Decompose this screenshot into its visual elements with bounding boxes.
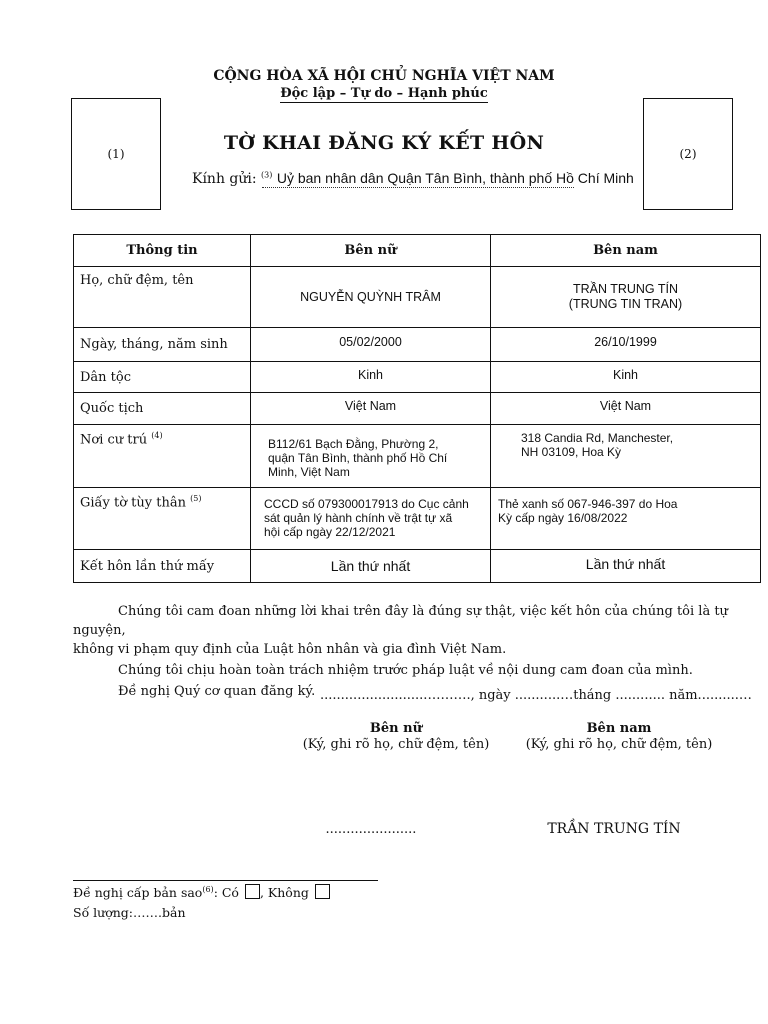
row-label-name: Họ, chữ đệm, tên xyxy=(74,267,251,328)
photo-box-left xyxy=(71,98,161,210)
recipient-line xyxy=(192,170,634,187)
table-header-row xyxy=(74,235,761,267)
female-nationality: Việt Nam xyxy=(251,393,491,425)
form-title: TỜ KHAI ĐĂNG KÝ KẾT HÔN xyxy=(223,132,545,154)
signature-female xyxy=(296,721,496,752)
photo-box-right xyxy=(643,98,733,210)
copy-yes-label: : Có xyxy=(213,885,239,900)
female-residence xyxy=(251,425,491,488)
copy-request-label: Đề nghị cấp bản sao xyxy=(73,885,203,900)
male-residence-line1: 318 Candia Rd, Manchester, xyxy=(521,431,674,445)
female-id-line3: hội cấp ngày 22/12/2021 xyxy=(264,525,396,539)
row-label-residence: Nơi cư trú $^{(4)}$ xyxy=(74,425,251,488)
recipient-dotted-line xyxy=(262,187,574,188)
declaration-p2: Chúng tôi chịu hoàn toàn trách nhiệm trước pháp luật về nội dung cam đoan của mình. xyxy=(118,663,693,678)
recipient-note: (3) xyxy=(261,170,273,180)
female-marriage-count: Lần thứ nhất xyxy=(251,550,491,583)
table-row xyxy=(74,550,761,583)
female-id-doc xyxy=(251,488,491,550)
female-residence-line1: B112/61 Bạch Đằng, Phường 2, xyxy=(268,437,439,451)
recipient-label: Kính gửi: xyxy=(192,171,257,187)
signature-female-title: Bên nữ xyxy=(369,721,423,736)
table-row xyxy=(74,362,761,393)
male-nationality: Việt Nam xyxy=(491,393,761,425)
female-residence-line2: quận Tân Bình, thành phố Hồ Chí xyxy=(268,451,448,465)
copy-request-line xyxy=(73,884,330,900)
photo-box-left-label: (1) xyxy=(107,147,125,161)
header-info: Thông tin xyxy=(74,235,251,267)
residence-note: (4) xyxy=(151,431,163,440)
female-dob: 05/02/2000 xyxy=(251,328,491,362)
copy-no-checkbox[interactable] xyxy=(315,884,330,899)
signature-male xyxy=(519,721,719,752)
declaration-p3: Đề nghị Quý cơ quan đăng ký. xyxy=(118,684,316,699)
declaration-p1: Chúng tôi cam đoan những lời khai trên đây là đúng sự thật, việc kết hôn của chúng tôi là tự nguyện, xyxy=(73,604,728,638)
male-id-line1: Thẻ xanh số 067-946-397 do Hoa xyxy=(498,497,678,511)
row-label-nationality: Quốc tịch xyxy=(74,393,251,425)
copy-request-note: (6) xyxy=(202,884,214,894)
male-residence-line2: NH 03109, Hoa Kỳ xyxy=(521,445,622,459)
table-row xyxy=(74,425,761,488)
female-name-value: NGUYỄN QUỲNH TRÂM xyxy=(300,290,441,304)
signature-male-name: TRẦN TRUNG TÍN xyxy=(547,821,681,837)
national-motto: Độc lập – Tự do – Hạnh phúc xyxy=(280,86,488,101)
header-male: Bên nam xyxy=(491,235,761,267)
female-id-line2: sát quản lý hành chính về trật tự xã xyxy=(264,511,453,525)
female-name xyxy=(251,267,491,328)
info-table xyxy=(73,234,761,583)
signature-male-hint: (Ký, ghi rõ họ, chữ đệm, tên) xyxy=(525,737,713,752)
signature-female-hint: (Ký, ghi rõ họ, chữ đệm, tên) xyxy=(302,737,490,752)
national-title: CỘNG HÒA XÃ HỘI CHỦ NGHĨA VIỆT NAM xyxy=(213,68,555,84)
female-residence-line3: Minh, Việt Nam xyxy=(268,465,350,479)
table-row xyxy=(74,328,761,362)
copy-no-label: , Không xyxy=(259,885,309,900)
male-marriage-count: Lần thứ nhất xyxy=(491,550,761,583)
signature-male-title: Bên nam xyxy=(586,721,652,736)
table-row xyxy=(74,393,761,425)
header-female: Bên nữ xyxy=(251,235,491,267)
female-ethnicity: Kinh xyxy=(251,362,491,393)
male-name-line2: (TRUNG TIN TRAN) xyxy=(568,297,683,311)
recipient-value: Uỷ ban nhân dân Quận Tân Bình, thành phố Hồ Chí Minh xyxy=(276,170,634,186)
male-name xyxy=(491,267,761,328)
row-label-marriage-count: Kết hôn lần thứ mấy xyxy=(74,550,251,583)
row-label-id-doc: Giấy tờ tùy thân $^{(5)}$ xyxy=(74,488,251,550)
female-id-line1: CCCD số 079300017913 do Cục cảnh xyxy=(264,497,469,511)
male-residence xyxy=(491,425,761,488)
footer-divider xyxy=(73,880,378,881)
photo-box-right-label: (2) xyxy=(679,147,697,161)
copy-quantity: Số lượng:…….bản xyxy=(73,905,186,920)
male-ethnicity: Kinh xyxy=(491,362,761,393)
row-label-dob: Ngày, tháng, năm sinh xyxy=(74,328,251,362)
signature-female-name: ...................... xyxy=(325,822,417,837)
row-label-ethnicity: Dân tộc xyxy=(74,362,251,393)
table-row xyxy=(74,267,761,328)
male-id-line2: Kỳ cấp ngày 16/08/2022 xyxy=(498,511,628,525)
table-row xyxy=(74,488,761,550)
declaration-p1-cont: không vi phạm quy định của Luật hôn nhân và gia đình Việt Nam. xyxy=(73,642,507,657)
male-name-line1: TRẦN TRUNG TÍN xyxy=(572,282,679,296)
id-doc-note: (5) xyxy=(190,494,202,503)
date-line: ..........................………., ngày ...........…tháng ............ năm..........… xyxy=(320,688,752,703)
copy-yes-checkbox[interactable] xyxy=(245,884,260,899)
male-id-doc xyxy=(491,488,761,550)
male-dob: 26/10/1999 xyxy=(491,328,761,362)
